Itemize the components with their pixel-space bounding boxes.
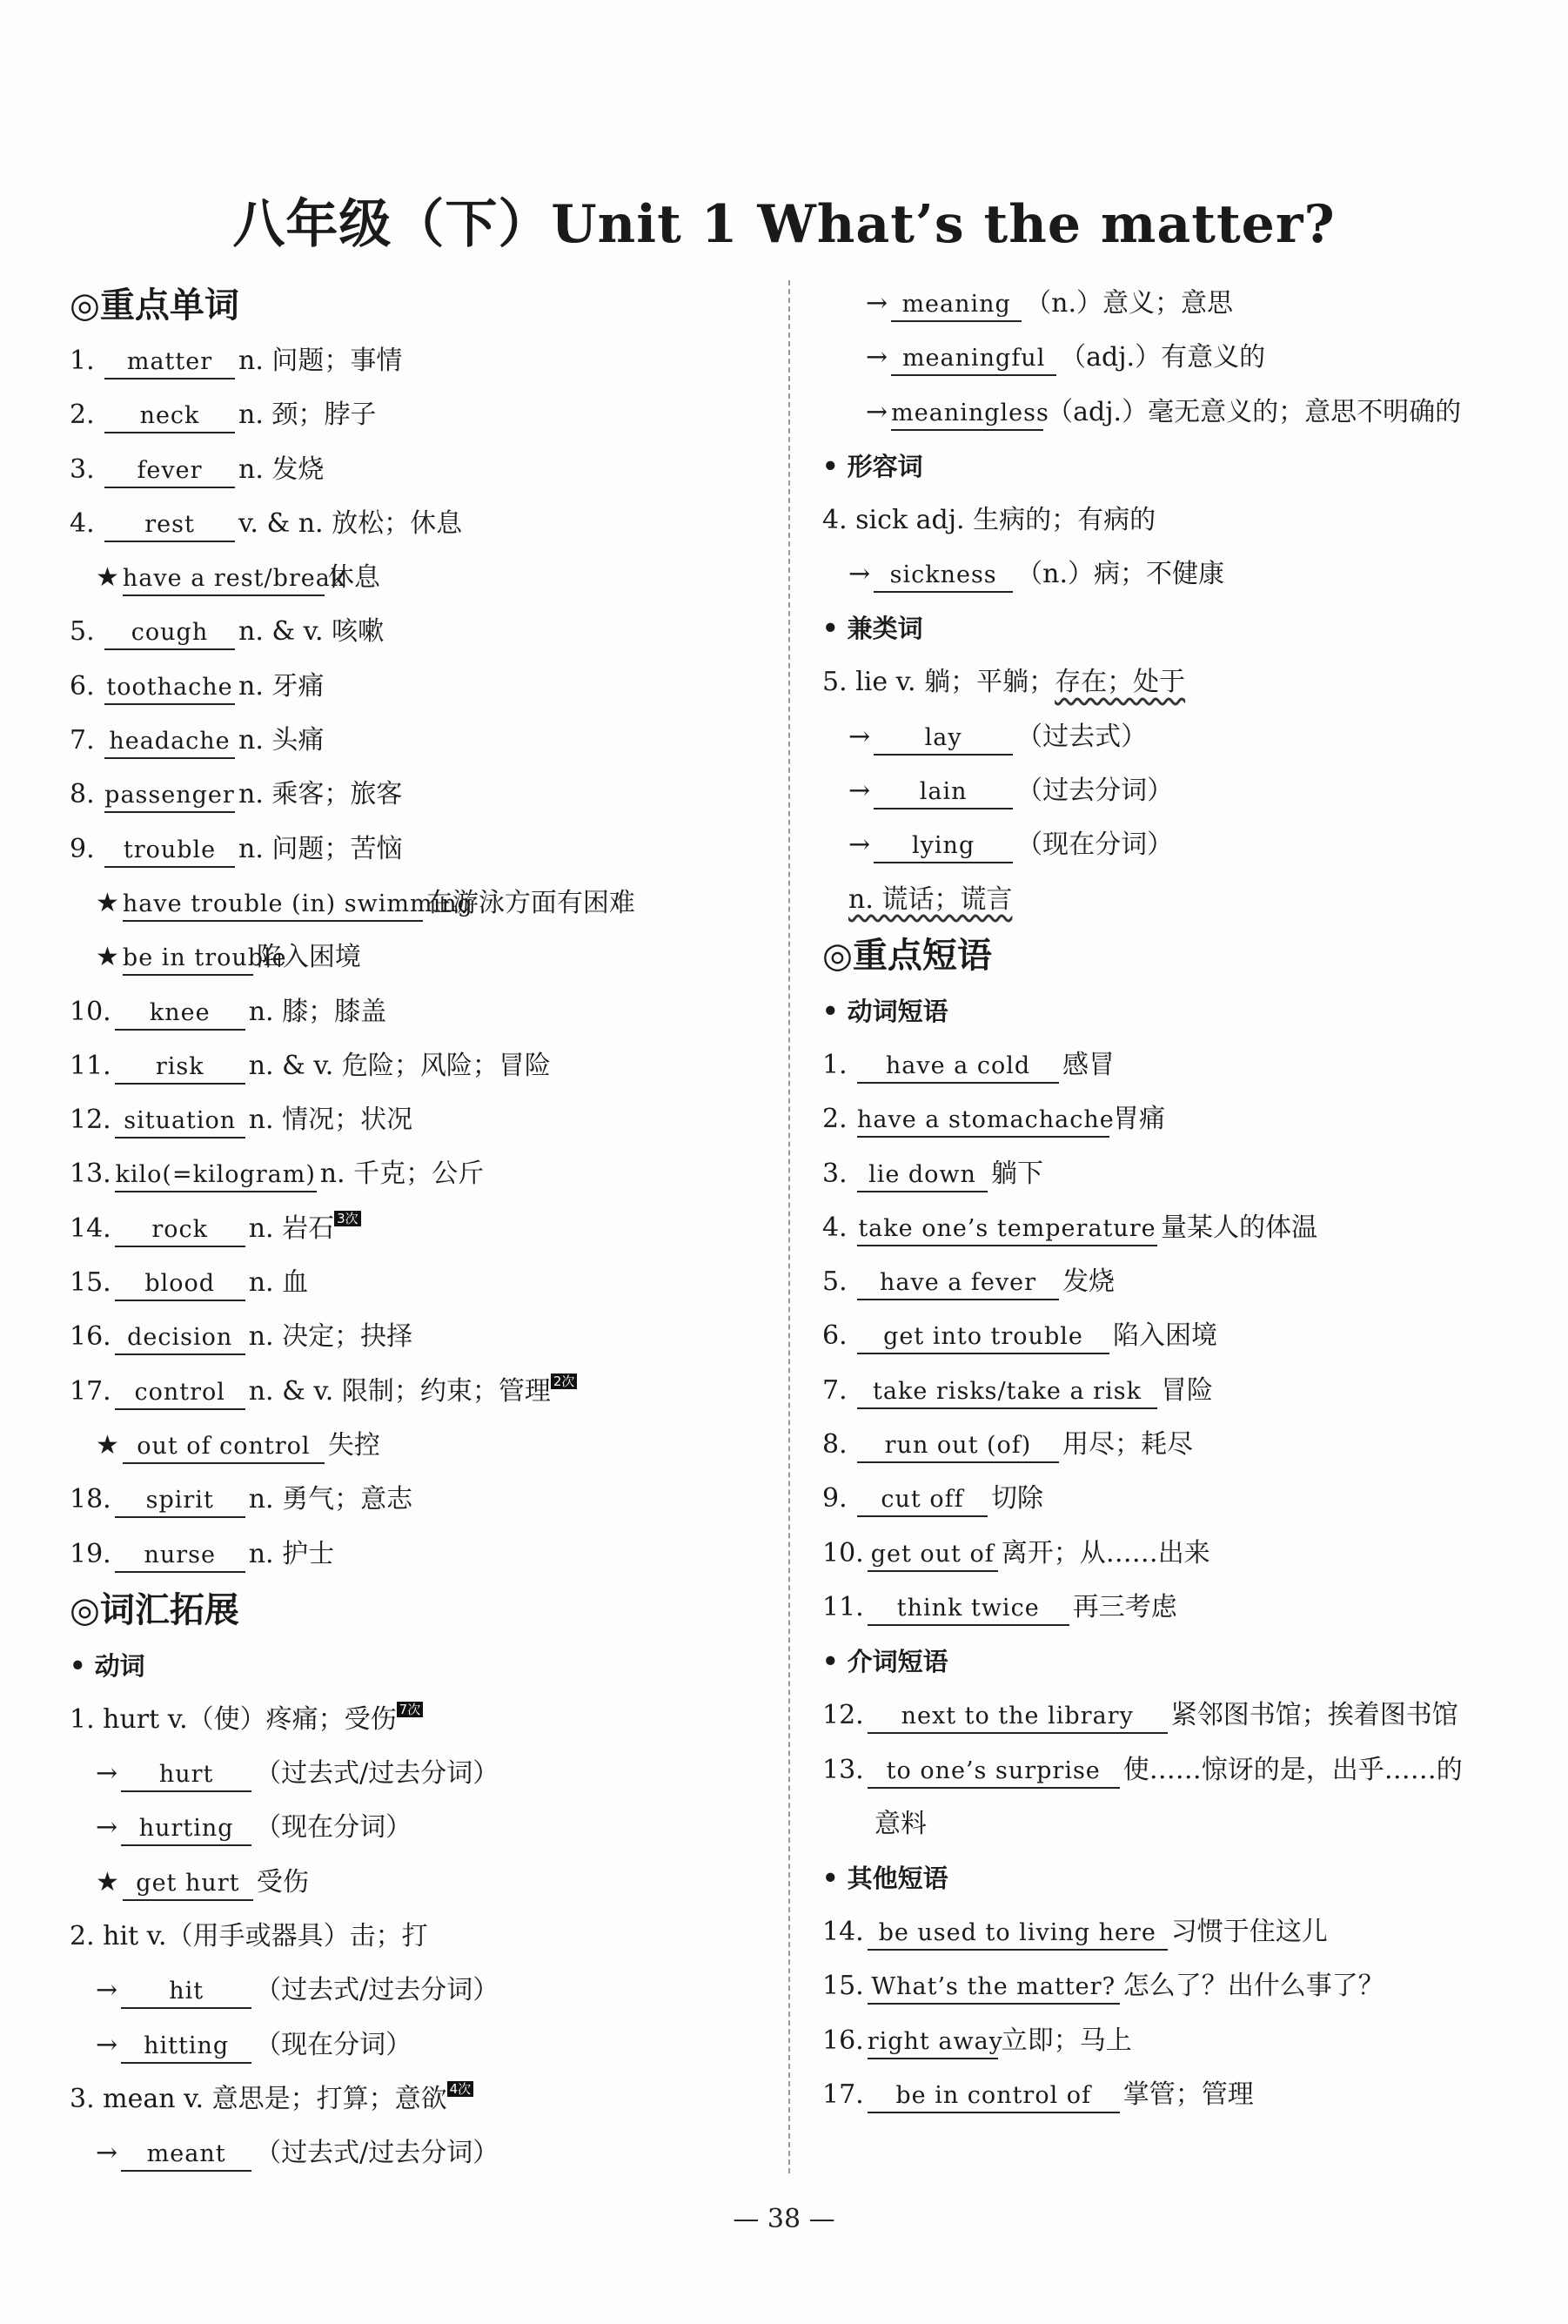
item-number: 7. (70, 725, 95, 756)
answer-blank: have a stomachache (857, 1105, 1109, 1138)
word-meaning: n. 血 (248, 1267, 309, 1299)
phrase-row (822, 1092, 1536, 1146)
form-note: （过去式/过去分词） (255, 2138, 499, 2169)
star-word-row (70, 877, 766, 930)
word-meaning: n. 颈；脖子 (238, 400, 377, 431)
expand-mean-head: 3. mean v. 意思是；打算；意欲 (70, 2083, 447, 2114)
section-key-phrases: ◎重点短语 (822, 935, 992, 976)
answer-blank: What’s the matter? (868, 1971, 1120, 2005)
section-key-words: ◎重点单词 (70, 285, 239, 326)
expand-lie-noun (822, 873, 1536, 927)
word-row (70, 1365, 766, 1419)
expand-hit-past (70, 1964, 766, 2018)
phrase-meaning: 紧邻图书馆；挨着图书馆 (1170, 1700, 1458, 1731)
answer-blank: out of control (123, 1431, 325, 1464)
phrase-row (822, 1201, 1536, 1255)
arrow-icon: → (848, 721, 871, 752)
word-row (70, 388, 766, 442)
arrow-icon: → (96, 2138, 118, 2169)
phrase-meaning: 胃痛 (1113, 1104, 1165, 1135)
arrow-icon: → (848, 830, 871, 861)
item-number: 19. (70, 1538, 111, 1569)
answer-blank: cough (104, 617, 235, 650)
key-words-list (70, 334, 766, 1582)
expand-hurt-phrase (70, 1856, 766, 1910)
expand-hurt-ing (70, 1801, 766, 1855)
expand-hurt (70, 1693, 766, 1747)
word-meaning: n. 问题；事情 (238, 346, 403, 376)
phrase-meaning: 意料 (874, 1808, 927, 1839)
category-prep-phrase: • 介词短语 (822, 1647, 948, 1677)
star-word-row (70, 1419, 766, 1473)
star-icon: ★ (96, 942, 119, 973)
column-divider (788, 280, 790, 2173)
answer-blank: rest (104, 509, 235, 542)
item-number: 11. (822, 1591, 864, 1622)
expand-mean-past (70, 2126, 766, 2180)
phrase-meaning: 躺下 (991, 1158, 1043, 1189)
expand-lie-pp (822, 764, 1536, 818)
phrase-meaning: 感冒 (1062, 1049, 1115, 1080)
phrase-row (822, 1581, 1536, 1635)
answer-blank: fever (104, 455, 235, 488)
item-number: 6. (822, 1320, 848, 1352)
item-number: 12. (822, 1700, 864, 1731)
item-number: 6. (70, 670, 95, 702)
word-row (70, 1202, 766, 1256)
word-row (70, 823, 766, 877)
phrase-meaning: 离开；从……出来 (1001, 1537, 1210, 1568)
item-number: 2. (822, 1104, 848, 1135)
form-note: （现在分词） (255, 2029, 412, 2060)
item-number: 14. (70, 1212, 111, 1244)
answer-blank: hurt (121, 1759, 251, 1792)
item-number: 16. (70, 1321, 111, 1353)
answer-blank: hitting (121, 2031, 251, 2064)
word-row (70, 714, 766, 768)
form-note: （n.）病；不健康 (1016, 559, 1224, 590)
word-row (70, 660, 766, 714)
word-meaning: n. 情况；状况 (248, 1105, 413, 1136)
item-number: 15. (822, 1971, 864, 2002)
item-number: 13. (70, 1159, 111, 1190)
frequency-badge: 3次 (334, 1211, 361, 1226)
phrase-row (822, 1038, 1536, 1092)
expand-hit-head: 2. hit v.（用手或器具）击；打 (70, 1921, 428, 1952)
word-meaning: n. 决定；抉择 (248, 1321, 413, 1353)
phrase-row (822, 1527, 1536, 1581)
answer-blank: neck (104, 400, 235, 433)
phrase-row (822, 1743, 1536, 1797)
item-number: 10. (822, 1537, 864, 1568)
answer-blank: lain (874, 776, 1013, 809)
expand-hit (70, 1910, 766, 1964)
answer-blank: control (115, 1377, 245, 1410)
phrase-row (822, 1689, 1536, 1743)
word-meaning: n. 岩石 (248, 1212, 335, 1244)
word-row (70, 1147, 766, 1201)
phrase-row (822, 1959, 1536, 2013)
item-number: 17. (822, 2079, 864, 2111)
arrow-icon: → (866, 288, 888, 319)
answer-blank: hurting (121, 1813, 251, 1846)
answer-blank: trouble (104, 835, 235, 868)
expand-mean-adj1 (822, 331, 1536, 385)
phrase-row (822, 2068, 1536, 2122)
page-number: — 38 — (733, 2204, 835, 2234)
answer-blank: passenger (104, 780, 235, 813)
word-meaning: n. 问题；苦恼 (238, 833, 403, 864)
item-number: 1. (70, 346, 95, 376)
expand-lie-past (822, 710, 1536, 764)
expand-lie (822, 655, 1536, 709)
word-meaning: n. 乘客；旅客 (238, 779, 403, 810)
form-note: （adj.）毫无意义的；意思不明确的 (1047, 396, 1462, 427)
answer-blank: knee (115, 997, 245, 1031)
frequency-badge: 2次 (551, 1374, 578, 1389)
answer-blank: have a cold (857, 1051, 1059, 1084)
word-meaning: n. & v. 限制；约束；管理 (248, 1375, 551, 1407)
item-number: 16. (822, 2025, 864, 2056)
arrow-icon: → (848, 776, 871, 807)
word-row (70, 1473, 766, 1527)
star-icon: ★ (96, 887, 119, 918)
phrase-row (822, 1364, 1536, 1418)
answer-blank: take risks/take a risk (857, 1376, 1157, 1409)
phrase-row (822, 1147, 1536, 1201)
section-vocab-expansion: ◎词汇拓展 (70, 1589, 239, 1630)
expand-sick-noun (822, 547, 1536, 601)
item-number: 15. (70, 1267, 111, 1299)
arrow-icon: → (96, 1975, 118, 2006)
answer-blank: be used to living here (868, 1918, 1168, 1951)
arrow-icon: → (96, 1812, 118, 1844)
answer-blank: hit (121, 1976, 251, 2009)
word-row (70, 1528, 766, 1582)
item-number: 4. (70, 507, 95, 539)
arrow-icon: → (866, 342, 888, 373)
word-meaning: 失控 (327, 1429, 380, 1461)
word-meaning: n. 勇气；意志 (248, 1484, 413, 1515)
phrase-row (822, 2014, 1536, 2068)
answer-blank: toothache (104, 672, 235, 705)
answer-blank: meaning (891, 289, 1022, 322)
category-other-phrase: • 其他短语 (822, 1864, 948, 1894)
word-row (70, 1256, 766, 1310)
phrase-meaning: 用尽；耗尽 (1062, 1429, 1193, 1461)
phrase-meaning: 陷入困境 (1113, 1320, 1217, 1352)
answer-blank: next to the library (868, 1701, 1168, 1734)
word-meaning: n. 膝；膝盖 (248, 996, 387, 1027)
answer-blank: kilo(=kilogram) (115, 1159, 317, 1192)
star-word-row (70, 551, 766, 605)
item-number: 1. (822, 1049, 848, 1080)
expand-hit-ing (70, 2018, 766, 2072)
answer-blank: nurse (115, 1540, 245, 1573)
answer-blank: right away (868, 2026, 998, 2059)
word-row (70, 443, 766, 497)
item-number: 17. (70, 1375, 111, 1407)
phrase-row (822, 1472, 1536, 1526)
item-number: 11. (70, 1050, 111, 1081)
star-icon: ★ (96, 562, 119, 594)
answer-blank: think twice (868, 1593, 1069, 1626)
arrow-icon: → (96, 1758, 118, 1790)
word-meaning: n. 头痛 (238, 725, 325, 756)
frequency-badge: 7次 (397, 1702, 424, 1717)
word-row (70, 497, 766, 551)
word-meaning: n. 牙痛 (238, 670, 325, 702)
word-row (70, 334, 766, 388)
word-meaning: n. & v. 咳嗽 (238, 616, 385, 648)
answer-blank: situation (115, 1105, 245, 1138)
phrase-row (822, 1309, 1536, 1363)
answer-blank: be in trouble (123, 943, 253, 976)
form-note: （过去式/过去分词） (255, 1975, 499, 2006)
expand-lie-head: 5. lie v. 躺；平躺； (822, 667, 1055, 698)
expand-lie-ing (822, 818, 1536, 872)
expand-sick (822, 494, 1536, 547)
star-icon: ★ (96, 1866, 119, 1897)
form-note: （现在分词） (255, 1812, 412, 1844)
answer-blank: be in control of (868, 2080, 1120, 2113)
arrow-icon: → (866, 396, 888, 427)
phrase-meaning: 受伤 (256, 1866, 309, 1897)
item-number: 12. (70, 1105, 111, 1136)
answer-blank: matter (104, 346, 235, 379)
expand-mean-adj2 (822, 386, 1536, 440)
phrase-meaning: 切除 (991, 1483, 1043, 1515)
item-number: 14. (822, 1917, 864, 1948)
left-column (70, 277, 766, 2181)
phrase-row (822, 1255, 1536, 1309)
word-meaning: 陷入困境 (256, 942, 361, 973)
word-row (70, 985, 766, 1039)
phrase-row (822, 1418, 1536, 1472)
item-number: 3. (70, 453, 95, 485)
item-number: 10. (70, 996, 111, 1027)
item-number: 2. (70, 400, 95, 431)
category-verb: • 动词 (70, 1650, 145, 1681)
other-phrases-list (822, 1905, 1536, 2122)
answer-blank: lying (874, 830, 1013, 863)
answer-blank: meant (121, 2139, 251, 2172)
word-row (70, 1310, 766, 1364)
word-meaning: n. 护士 (248, 1538, 335, 1569)
category-verb-phrase: • 动词短语 (822, 996, 948, 1026)
prep-phrases-list (822, 1689, 1536, 1851)
item-number: 9. (822, 1483, 848, 1515)
form-note: （过去式） (1016, 721, 1148, 752)
answer-blank: meaningless (891, 398, 1043, 431)
phrase-meaning: 怎么了？出什么事了？ (1122, 1971, 1384, 2002)
item-number: 9. (70, 833, 95, 864)
answer-blank: spirit (115, 1485, 245, 1518)
expand-mean (70, 2072, 766, 2126)
arrow-icon: → (96, 2029, 118, 2060)
answer-blank: blood (115, 1268, 245, 1301)
phrase-meaning: 使……惊讶的是，出乎……的 (1122, 1754, 1463, 1785)
expand-hurt-head: 1. hurt v.（使）疼痛；受伤 (70, 1703, 397, 1735)
answer-blank: take one’s temperature (857, 1213, 1157, 1246)
phrase-meaning: 立即；马上 (1001, 2025, 1132, 2056)
answer-blank: sickness (874, 560, 1013, 593)
phrase-row (822, 1905, 1536, 1959)
expand-lie-noun-text: n. 谎话；谎言 (848, 883, 1013, 915)
phrase-meaning: 再三考虑 (1072, 1591, 1177, 1622)
phrase-meaning: 冒险 (1161, 1374, 1213, 1406)
word-row (70, 768, 766, 822)
word-row (70, 605, 766, 659)
item-number: 18. (70, 1484, 111, 1515)
phrase-meaning: 发烧 (1062, 1266, 1115, 1298)
item-number: 3. (822, 1158, 848, 1189)
answer-blank: risk (115, 1051, 245, 1085)
item-number: 8. (70, 779, 95, 810)
expand-mean-noun (822, 277, 1536, 331)
form-note: （n.）意义；意思 (1025, 288, 1233, 319)
answer-blank: decision (115, 1322, 245, 1355)
word-meaning: v. & n. 放松；休息 (238, 507, 463, 539)
word-row (70, 1039, 766, 1093)
answer-blank: lie down (857, 1159, 988, 1192)
word-meaning: 在游泳方面有困难 (426, 887, 635, 918)
word-row (70, 1093, 766, 1147)
phrase-meaning-continued (822, 1797, 1536, 1851)
item-number: 4. (822, 1212, 848, 1243)
answer-blank: get hurt (123, 1868, 253, 1901)
right-column (822, 277, 1536, 2122)
item-number: 13. (822, 1754, 864, 1785)
category-adj: • 形容词 (822, 451, 923, 481)
item-number: 7. (822, 1374, 848, 1406)
answer-blank: meaningful (891, 343, 1056, 376)
phrase-meaning: 习惯于住这儿 (1170, 1917, 1328, 1948)
answer-blank: get into trouble (857, 1321, 1109, 1354)
verb-phrases-list (822, 1038, 1536, 1635)
form-note: （过去分词） (1016, 776, 1174, 807)
category-multi: • 兼类词 (822, 614, 923, 644)
answer-blank: have trouble (in) swimming (123, 889, 423, 922)
answer-blank: run out (of) (857, 1430, 1059, 1463)
item-number: 5. (822, 1266, 848, 1298)
form-note: （现在分词） (1016, 830, 1174, 861)
form-note: （过去式/过去分词） (255, 1758, 499, 1790)
frequency-badge: 4次 (447, 2081, 474, 2097)
answer-blank: headache (104, 726, 235, 759)
expand-hurt-past (70, 1747, 766, 1801)
phrase-meaning: 掌管；管理 (1122, 2079, 1254, 2111)
phrase-meaning: 量某人的体温 (1161, 1212, 1317, 1243)
expand-sick-head: 4. sick adj. 生病的；有病的 (822, 504, 1156, 535)
page-title: 八年级（下）Unit 1 What’s the matter? (232, 194, 1336, 255)
item-number: 8. (822, 1429, 848, 1461)
answer-blank: to one’s surprise (868, 1756, 1120, 1789)
word-meaning: n. 发烧 (238, 453, 325, 485)
answer-blank: get out of (868, 1539, 998, 1572)
word-meaning: n. & v. 危险；风险；冒险 (248, 1050, 551, 1081)
star-icon: ★ (96, 1429, 119, 1461)
answer-blank: rock (115, 1214, 245, 1247)
form-note: （adj.）有意义的 (1060, 342, 1266, 373)
item-number: 5. (70, 616, 95, 648)
arrow-icon: → (848, 559, 871, 590)
answer-blank: have a fever (857, 1267, 1059, 1300)
word-meaning: 休息 (327, 562, 380, 594)
answer-blank: lay (874, 722, 1013, 756)
expand-lie-head-wavy: 存在；处于 (1055, 667, 1186, 698)
answer-blank: cut off (857, 1484, 988, 1517)
answer-blank: have a rest/break (123, 563, 325, 596)
word-meaning: n. 千克；公斤 (319, 1159, 485, 1190)
star-word-row (70, 930, 766, 984)
